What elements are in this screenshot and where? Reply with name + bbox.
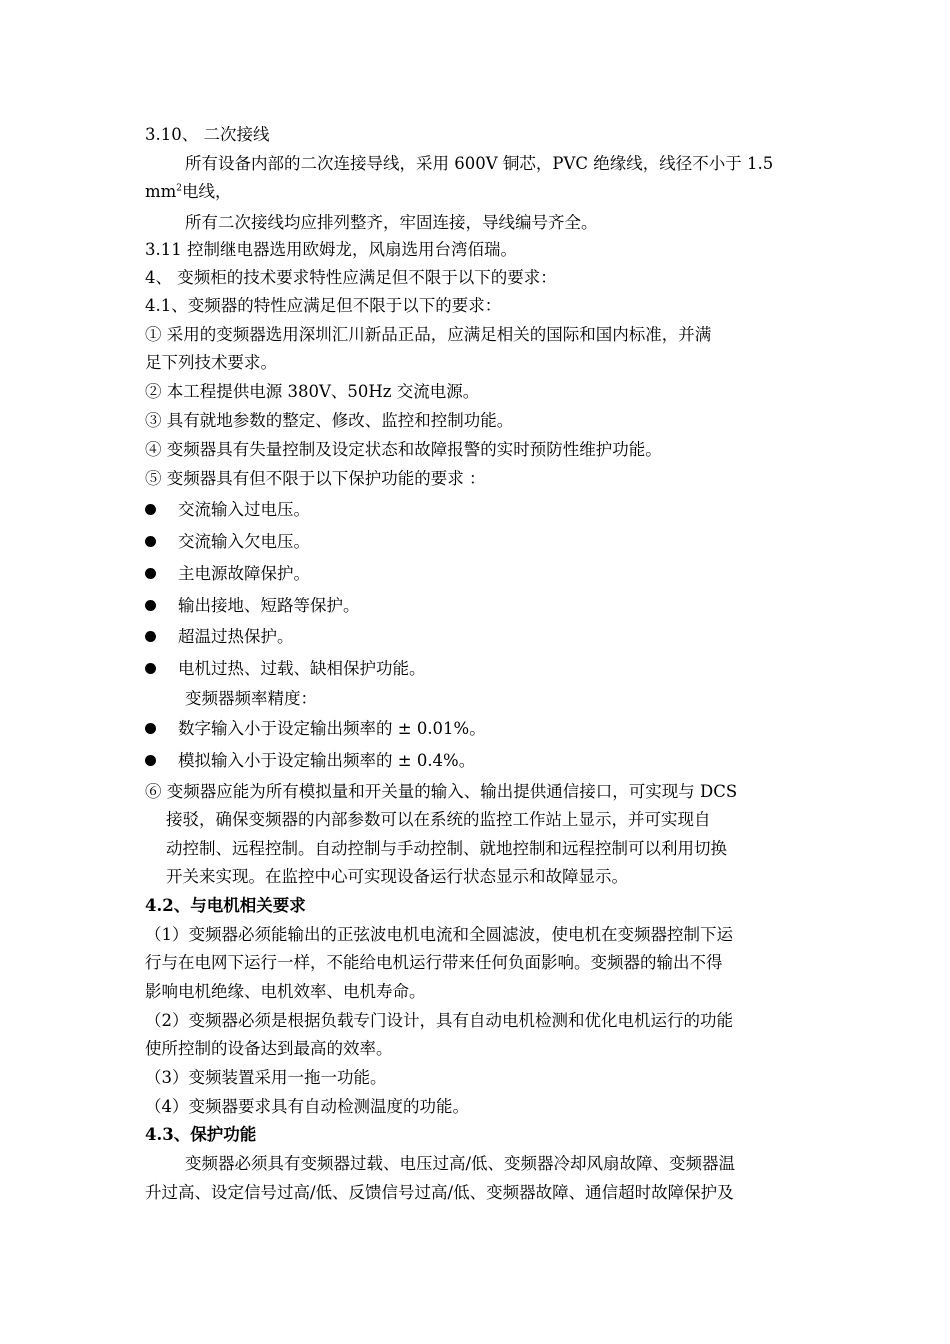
paragraph-line: 所有设备内部的二次连接导线，采用 600V 铜芯，PVC 绝缘线，线径不小于 1.5 <box>185 154 774 173</box>
section-4-heading: 4、 变频柜的技术要求特性应满足但不限于以下的要求： <box>145 268 557 287</box>
section-3-10-heading: 3.10、 二次接线 <box>145 125 270 144</box>
bullet-icon <box>145 751 161 773</box>
section-4-3-heading: 4.3、保护功能 <box>145 1125 257 1144</box>
bullet-item: 交流输入过电压。 <box>178 500 310 519</box>
item-6-line: 接驳，确保变频器的内部参数可以在系统的监控工作站上显示，并可实现自 <box>166 810 711 829</box>
item-6-line: ⑥ 变频器应能为所有模拟量和开关量的输入、输出提供通信接口，可实现与 DCS <box>145 782 738 801</box>
item-3-line: ③ 具有就地参数的整定、修改、监控和控制功能。 <box>145 411 514 430</box>
section-4-1-heading: 4.1、变频器的特性应满足但不限于以下的要求： <box>145 296 502 315</box>
bullet-item: 电机过热、过载、缺相保护功能。 <box>178 659 426 678</box>
paragraph-line: 使所控制的设备达到最高的效率。 <box>145 1039 393 1058</box>
bullet-item: 主电源故障保护。 <box>178 564 310 583</box>
item-4-line: ④ 变频器具有失量控制及设定状态和故障报警的实时预防性维护功能。 <box>145 440 662 459</box>
paragraph-line: $mm^2$电线， <box>145 182 232 201</box>
bullet-item: 输出接地、短路等保护。 <box>178 596 360 615</box>
bullet-item: 数字输入小于设定输出频率的 ± 0.01%。 <box>178 719 486 738</box>
bullet-icon <box>145 659 161 681</box>
paragraph-line: 所有二次接线均应排列整齐，牢固连接，导线编号齐全。 <box>185 213 598 232</box>
paragraph-line: 变频器必须具有变频器过载、电压过高/低、变频器冷却风扇故障、变频器温 <box>185 1154 736 1173</box>
bullet-icon <box>145 719 161 741</box>
section-3-11-line: 3.11 控制继电器选用欧姆龙，风扇选用台湾佰瑞。 <box>145 240 517 259</box>
item-5-line: ⑤ 变频器具有但不限于以下保护功能的要求 ： <box>145 469 486 488</box>
bullet-icon <box>145 596 161 618</box>
paragraph-line: （4）变频器要求具有自动检测温度的功能。 <box>145 1097 469 1116</box>
bullet-icon <box>145 500 161 522</box>
paragraph-line: 升过高、设定信号过高/低、反馈信号过高/低、变频器故障、通信超时故障保护及 <box>145 1183 734 1202</box>
bullet-item: 超温过热保护。 <box>178 627 294 646</box>
item-1-line: 足下列技术要求。 <box>145 353 277 372</box>
item-6-line: 动控制、远程控制。自动控制与手动控制、就地控制和远程控制可以利用切换 <box>166 839 727 858</box>
item-2-line: ② 本工程提供电源 380V、50Hz 交流电源。 <box>145 382 480 401</box>
item-1-line: ① 采用的变频器选用深圳汇川新品正品，应满足相关的国际和国内标准，并满 <box>145 325 712 344</box>
paragraph-line: （2）变频器必须是根据负载专门设计，具有自动电机检测和优化电机运行的功能 <box>145 1011 733 1030</box>
section-4-2-heading: 4.2、与电机相关要求 <box>145 896 306 915</box>
bullet-icon <box>145 532 161 554</box>
bullet-icon <box>145 564 161 586</box>
paragraph-line: 影响电机绝缘、电机效率、电机寿命。 <box>145 982 426 1001</box>
paragraph-line: （3）变频装置采用一拖一功能。 <box>145 1068 387 1087</box>
bullet-icon <box>145 627 161 649</box>
bullet-item: 模拟输入小于设定输出频率的 ± 0.4%。 <box>178 751 476 770</box>
bullet-item: 交流输入欠电压。 <box>178 532 310 551</box>
paragraph-line: 行与在电网下运行一样，不能给电机运行带来任何负面影响。变频器的输出不得 <box>145 953 723 972</box>
item-6-line: 开关来实现。在监控中心可实现设备运行状态显示和故障显示。 <box>166 867 628 886</box>
precision-heading: 变频器频率精度： <box>185 689 317 708</box>
paragraph-line: （1）变频器必须能输出的正弦波电机电流和全圆滤波，使电机在变频器控制下运 <box>145 925 733 944</box>
